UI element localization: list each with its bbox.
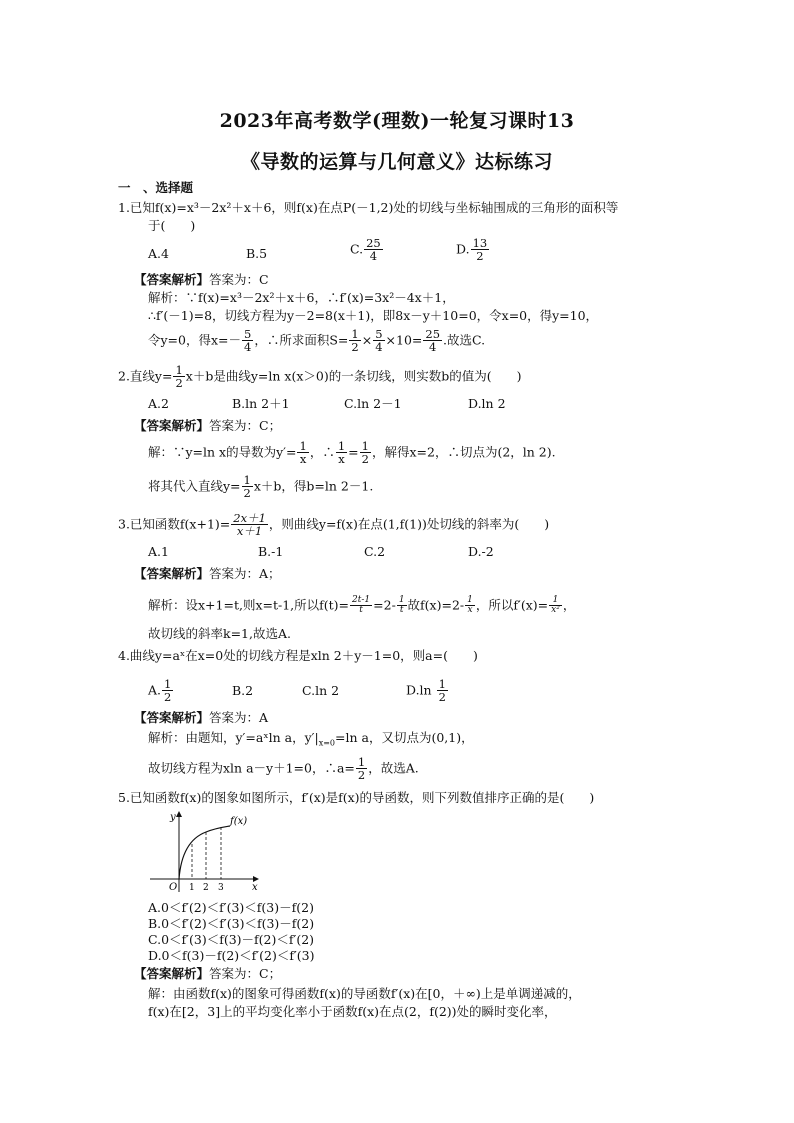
- q1-solution-1: 解析：∵f(x)=x³－2x²＋x＋6，∴f′(x)=3x²－4x＋1，: [148, 290, 455, 305]
- q1-option-b: B.5: [246, 246, 268, 261]
- graph-y-label: y: [170, 812, 176, 823]
- q4-option-d: D.ln $\frac{1}{2}$: [406, 677, 446, 704]
- q1-stem-cont: 于( ): [148, 218, 196, 233]
- q2-option-d: D.ln 2: [468, 396, 506, 411]
- q3-option-b: B.-1: [258, 544, 284, 559]
- graph-tick-2: 2: [203, 883, 209, 893]
- q5-solution-1: 解：由函数f(x)的图象可得函数f(x)的导函数f′(x)在[0，＋∞)上是单调递减的，: [148, 986, 581, 1001]
- q5-stem: 5.已知函数f(x)的图象如图所示，f′(x)是f(x)的导函数，则下列数值排序正确的是( ): [118, 790, 595, 805]
- q2-option-b: B.ln 2＋1: [232, 396, 290, 411]
- q3-option-a: A.1: [148, 544, 169, 559]
- q1-solution-2: ∴f′(－1)=8，切线方程为y－2=8(x＋1)，即8x－y＋10=0，令x=0，得y=10，: [148, 308, 599, 323]
- q5-option-b: B.0＜f′(2)＜f′(3)＜f(3)－f(2): [148, 916, 315, 931]
- q2-solution-1: 解：∵y=ln x的导数为y′= $\frac{1}{x}$ ，∴ $\frac{1}{x}$ = $\frac{1}{2}$ ，解得x=2，∴切点为(2，ln 2).: [148, 439, 556, 466]
- q1-option-a: A.4: [148, 246, 169, 261]
- q3-option-c: C.2: [364, 544, 386, 559]
- graph-x-label: x: [252, 882, 258, 893]
- q1-answer: 【答案解析】答案为：C: [134, 272, 269, 287]
- q4-solution-2: 故切线方程为xln a－y＋1=0，∴a= $\frac{1}{2}$ ，故选A.: [148, 755, 419, 782]
- q4-solution-1: 解析：由题知，y′=aˣln a，$y'|_{x=0}=\ln$ a，又切点为(0,1)，: [148, 730, 474, 748]
- graph-origin: O: [169, 882, 178, 893]
- q5-solution-2: f(x)在[2，3]上的平均变化率小于函数f(x)在点(2，f(2))处的瞬时变化率，: [148, 1004, 557, 1019]
- section-heading: 一 、选择题: [118, 180, 194, 195]
- q5-answer: 【答案解析】答案为：C；: [134, 966, 282, 981]
- document-title: 2023年高考数学(理数)一轮复习课时13: [219, 110, 575, 132]
- q2-answer: 【答案解析】答案为：C；: [134, 418, 282, 433]
- q5-option-a: A.0＜f′(2)＜f′(3)＜f(3)－f(2): [148, 900, 314, 915]
- q1-option-c: C. $\frac{25}{4}$: [350, 236, 381, 263]
- q5-option-c: C.0＜f′(3)＜f(3)－f(2)＜f′(2): [148, 932, 315, 947]
- graph-tick-3: 3: [218, 883, 224, 893]
- q4-answer: 【答案解析】答案为：A: [134, 710, 269, 725]
- q3-solution-2: 故切线的斜率k=1,故选A.: [148, 626, 291, 641]
- q3-stem: 3.已知函数f(x+1)= $\frac{2x+1}{x+1}$ ，则曲线y=f(x)在点(1,f(1))处切线的斜率为( ): [118, 511, 550, 538]
- q4-stem: 4.曲线y=aˣ在x=0处的切线方程是xln 2＋y－1=0，则a=( ): [118, 648, 478, 663]
- q1-option-d: D. $\frac{13}{2}$: [456, 236, 488, 263]
- q2-option-c: C.ln 2－1: [344, 396, 402, 411]
- q2-solution-2: 将其代入直线y= $\frac{1}{2}$ x＋b，得b=ln 2－1.: [148, 473, 374, 500]
- q1-solution-3: 令y=0，得x=－ $\frac{5}{4}$ ，∴所求面积S= $\frac{1}{2}$ × $\frac{5}{4}$ ×10= $\frac{25}{4}$ .故选C.: [148, 327, 486, 354]
- q4-option-c: C.ln 2: [302, 683, 340, 698]
- fx-curve: [179, 826, 230, 879]
- graph-tick-1: 1: [189, 883, 195, 893]
- q2-stem: 2.直线y= $\frac{1}{2}$ x＋b是曲线y=ln x(x＞0)的一条切线，则实数b的值为( ): [118, 363, 522, 390]
- q1-stem: 1.已知f(x)=x³－2x²＋x＋6，则f(x)在点P(－1,2)处的切线与坐标轴围成的三角形的面积等: [118, 200, 619, 215]
- q3-answer: 【答案解析】答案为：A；: [134, 566, 281, 581]
- q5-function-graph: [150, 808, 270, 894]
- q4-option-a: A. $\frac{1}{2}$: [148, 677, 172, 704]
- document-subtitle: 《导数的运算与几何意义》达标练习: [240, 151, 553, 173]
- q5-option-d: D.0＜f(3)－f(2)＜f′(2)＜f′(3): [148, 948, 315, 963]
- q4-option-b: B.2: [232, 683, 254, 698]
- q3-option-d: D.-2: [468, 544, 494, 559]
- q3-solution-1: 解析：设x+1=t,则x=t-1,所以f(t)= $\frac{2t-1}{t}$ =2- $\frac{1}{t}$ 故f(x)=2- $\frac{1}{x}$ ，所以f′(x)= $\frac{1}{\text{x²}}$ ，: [148, 595, 576, 615]
- q2-option-a: A.2: [148, 396, 169, 411]
- graph-curve-label: f(x): [230, 816, 248, 827]
